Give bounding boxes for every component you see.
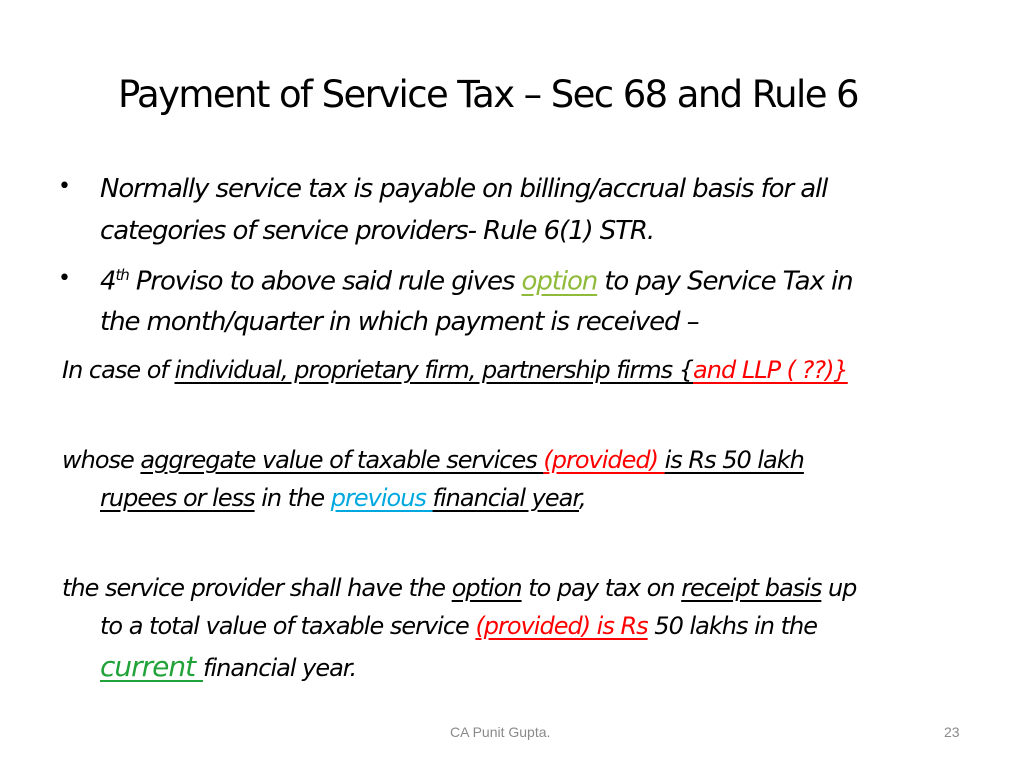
paragraph-2-line-2 xyxy=(100,484,586,512)
para-2-rupees: rupees or less xyxy=(100,484,255,512)
proviso-number: 4 xyxy=(100,266,116,297)
para-2-aggregate: aggregate value of taxable services xyxy=(140,446,544,474)
para-2-mid: in the xyxy=(254,484,331,512)
para-3-line-2-text-2: 50 lakhs in the xyxy=(647,612,817,640)
para-1-llp: and LLP ( ??)} xyxy=(693,356,848,384)
paragraph-2-line-1 xyxy=(62,446,804,474)
para-2-prefix: whose xyxy=(62,446,141,474)
paragraph-3-line-2 xyxy=(100,612,817,640)
para-3-line-2-text-1: to a total value of taxable service xyxy=(100,612,476,640)
para-1-prefix: In case of xyxy=(62,356,175,384)
para-3-text-3: up xyxy=(821,574,857,602)
paragraph-3-line-3 xyxy=(100,650,356,683)
bullet-2-text-1: Proviso to above said rule gives xyxy=(128,266,522,297)
paragraph-3-line-1 xyxy=(62,574,856,602)
para-2-financial-year: financial year xyxy=(432,484,579,512)
bullet-marker: • xyxy=(58,266,70,291)
para-3-option: option xyxy=(451,574,522,602)
para-3-line-3-text: financial year. xyxy=(203,654,357,682)
para-3-current: current xyxy=(100,650,204,683)
bullet-2-line-2: the month/quarter in which payment is received – xyxy=(100,307,699,337)
bullet-2-text-2: to pay Service Tax in xyxy=(597,266,853,297)
paragraph-1-line xyxy=(62,356,848,384)
slide-number: 23 xyxy=(944,724,960,740)
bullet-marker: • xyxy=(58,174,70,199)
para-1-underlined: individual, proprietary firm, partnership firms { xyxy=(174,356,694,384)
para-2-threshold: is Rs 50 lakh xyxy=(664,446,804,474)
para-2-provided: (provided) xyxy=(543,446,665,474)
para-3-receipt-basis: receipt basis xyxy=(681,574,822,602)
footer-author: CA Punit Gupta. xyxy=(450,724,551,740)
para-2-previous: previous xyxy=(330,484,433,512)
proviso-superscript: th xyxy=(115,266,129,284)
para-2-end: , xyxy=(578,484,586,512)
bullet-1-line-1: Normally service tax is payable on billing/accrual basis for all xyxy=(100,174,828,204)
para-3-text-2: to pay tax on xyxy=(521,574,682,602)
bullet-1-line-2: categories of service providers- Rule 6(1) STR. xyxy=(100,216,655,246)
para-3-provided: (provided) is Rs xyxy=(475,612,648,640)
bullet-2-line-1 xyxy=(100,266,852,297)
slide-title: Payment of Service Tax – Sec 68 and Rule 6 xyxy=(118,73,858,116)
option-highlight: option xyxy=(521,266,598,297)
para-3-text-1: the service provider shall have the xyxy=(62,574,452,602)
